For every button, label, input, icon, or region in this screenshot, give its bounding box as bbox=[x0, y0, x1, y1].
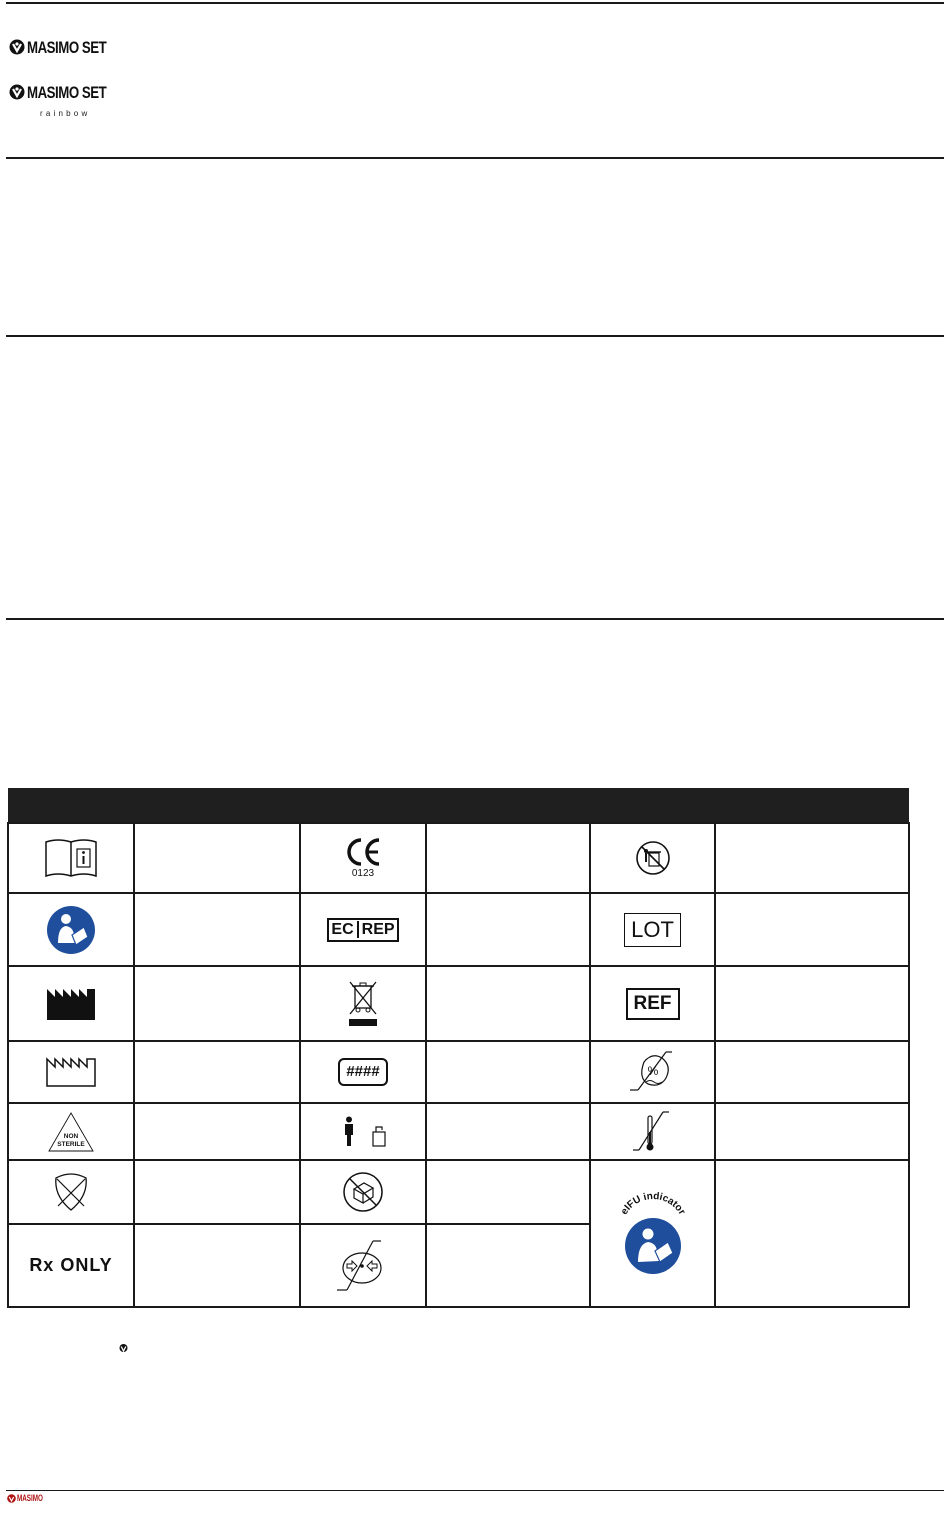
description-cell bbox=[134, 1041, 300, 1103]
header-description-2 bbox=[426, 788, 590, 823]
table-row bbox=[8, 823, 909, 893]
lot-icon bbox=[624, 913, 681, 947]
table-row bbox=[8, 1041, 909, 1103]
description-cell bbox=[134, 893, 300, 966]
description-cell bbox=[426, 1224, 590, 1307]
follow-instructions-icon bbox=[46, 905, 96, 955]
ref-text: REF bbox=[626, 988, 680, 1020]
description-cell bbox=[426, 823, 590, 893]
symbol-cell bbox=[300, 1224, 426, 1307]
description-cell bbox=[715, 893, 909, 966]
masimo-set-logo bbox=[9, 39, 129, 57]
description-cell bbox=[426, 1160, 590, 1224]
header-symbol-2 bbox=[300, 788, 426, 823]
description-cell bbox=[426, 1103, 590, 1160]
symbol-cell bbox=[8, 1160, 134, 1224]
humidity-percent-text: % bbox=[647, 1064, 658, 1078]
description-cell bbox=[134, 823, 300, 893]
section-rule-3 bbox=[6, 618, 944, 620]
top-rule bbox=[6, 2, 944, 4]
description-cell bbox=[134, 1103, 300, 1160]
ref-icon bbox=[626, 988, 680, 1020]
footer-masimo-wordmark: MASIMO bbox=[17, 1493, 43, 1503]
masimo-set-rainbow-wordmark: MASIMO SET bbox=[27, 83, 107, 102]
symbol-cell bbox=[590, 1160, 715, 1307]
not-made-with-latex-icon bbox=[52, 1172, 90, 1212]
symbol-cell bbox=[300, 1041, 426, 1103]
table-row bbox=[8, 1160, 909, 1224]
symbol-cell bbox=[300, 1103, 426, 1160]
description-cell bbox=[715, 1103, 909, 1160]
masimo-small-mark-icon bbox=[119, 1341, 128, 1359]
symbol-cell bbox=[300, 1160, 426, 1224]
symbols-table bbox=[7, 788, 910, 1308]
lot-text: LOT bbox=[624, 913, 681, 947]
rainbow-wordmark: rainbow bbox=[40, 109, 91, 118]
non-text: NON bbox=[63, 1132, 79, 1140]
ce-notified-body-number: 0123 bbox=[351, 868, 375, 879]
instructions-for-use-icon bbox=[44, 838, 98, 878]
table-row bbox=[8, 1103, 909, 1160]
symbol-cell bbox=[300, 823, 426, 893]
symbol-cell bbox=[8, 1224, 134, 1307]
table-row bbox=[8, 893, 909, 966]
symbol-cell bbox=[590, 893, 715, 966]
symbol-cell bbox=[590, 1103, 715, 1160]
footer-masimo-logo bbox=[7, 1493, 54, 1503]
sterile-text: STERILE bbox=[57, 1140, 85, 1148]
symbol-cell bbox=[8, 823, 134, 893]
section-rule-2 bbox=[6, 335, 944, 337]
description-cell bbox=[134, 1160, 300, 1224]
header-symbol-1 bbox=[8, 788, 134, 823]
masimo-set-wordmark: MASIMO SET bbox=[27, 38, 107, 57]
symbol-cell bbox=[8, 1041, 134, 1103]
symbol-cell bbox=[300, 893, 426, 966]
header-symbol-3 bbox=[590, 788, 715, 823]
ec-rep-icon bbox=[327, 918, 398, 942]
quantity-icon bbox=[338, 1058, 387, 1086]
non-sterile-icon bbox=[47, 1111, 95, 1153]
masimo-emblem-icon bbox=[9, 84, 25, 100]
section-rule-1 bbox=[6, 157, 944, 159]
header-description-1 bbox=[134, 788, 300, 823]
description-cell bbox=[715, 966, 909, 1041]
do-not-use-if-damaged-icon bbox=[342, 1171, 384, 1213]
table-row bbox=[8, 966, 909, 1041]
symbol-cell bbox=[8, 1103, 134, 1160]
temperature-limit-icon bbox=[631, 1108, 675, 1156]
symbol-cell bbox=[8, 966, 134, 1041]
rx-only-text: Rx ONLY bbox=[29, 1255, 113, 1275]
symbol-cell bbox=[590, 823, 715, 893]
atmospheric-pressure-icon bbox=[333, 1238, 393, 1294]
eifu-label: eIFU indicator bbox=[618, 1190, 687, 1217]
rep-text: REP bbox=[361, 920, 395, 938]
description-cell bbox=[426, 966, 590, 1041]
header-description-3 bbox=[715, 788, 909, 823]
symbol-cell bbox=[590, 966, 715, 1041]
symbol-cell bbox=[590, 1041, 715, 1103]
footer-rule bbox=[6, 1490, 944, 1491]
description-cell bbox=[426, 1041, 590, 1103]
humidity-limit-icon bbox=[626, 1048, 680, 1096]
masimo-emblem-icon bbox=[9, 39, 25, 55]
ec-text: EC bbox=[331, 921, 358, 938]
description-cell bbox=[134, 966, 300, 1041]
masimo-set-rainbow-logo bbox=[9, 84, 129, 102]
table-header-row bbox=[8, 788, 909, 823]
symbol-cell bbox=[8, 893, 134, 966]
quantity-text: #### bbox=[338, 1058, 387, 1086]
masimo-emblem-icon bbox=[7, 1494, 16, 1503]
eifu-indicator-icon bbox=[608, 1184, 698, 1284]
no-latex-trash-icon bbox=[635, 840, 671, 876]
description-cell bbox=[715, 1160, 909, 1307]
manufacturer-icon bbox=[46, 987, 96, 1021]
svg-text:eIFU indicator bbox=[618, 1190, 686, 1216]
symbol-cell bbox=[300, 966, 426, 1041]
description-cell bbox=[134, 1224, 300, 1307]
ce-mark-icon bbox=[345, 837, 381, 879]
weee-disposal-icon bbox=[346, 980, 380, 1028]
description-cell bbox=[426, 893, 590, 966]
description-cell bbox=[715, 1041, 909, 1103]
date-of-manufacture-icon bbox=[46, 1057, 96, 1087]
patient-weight-icon bbox=[335, 1116, 391, 1148]
description-cell bbox=[715, 823, 909, 893]
